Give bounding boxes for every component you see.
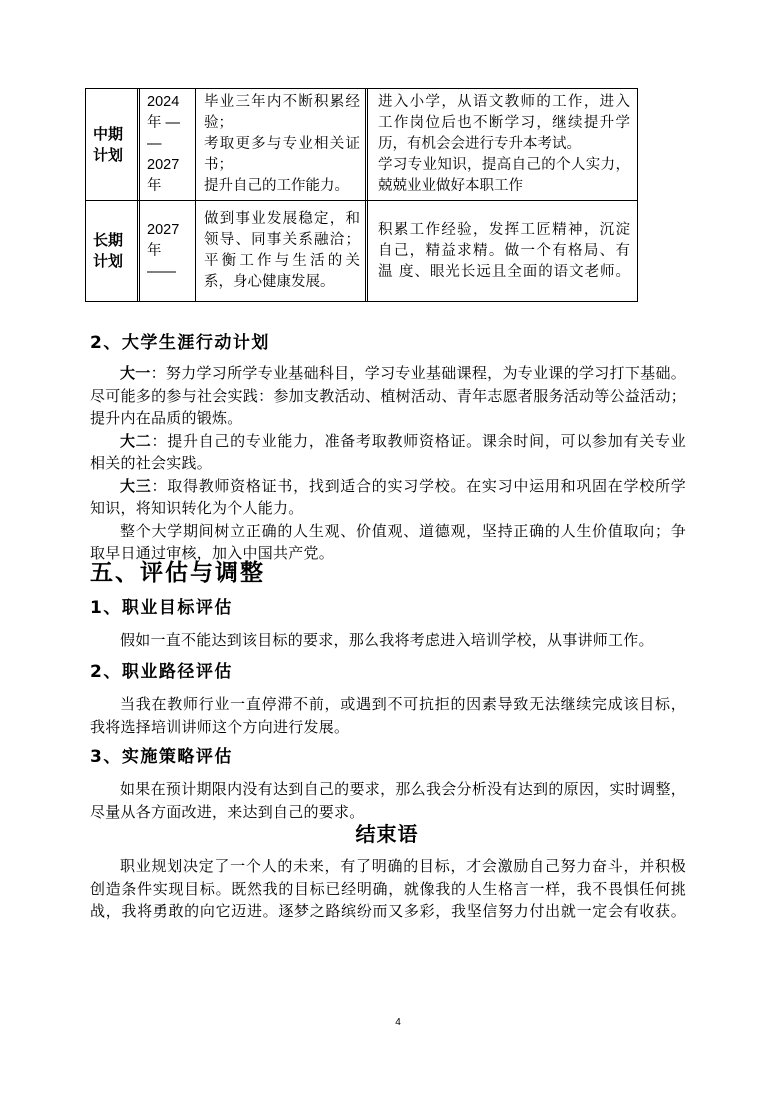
period-line: 2027 (147, 221, 180, 238)
period-line: 年 — (147, 115, 181, 131)
paragraph-line: 整个大学期间树立正确的人生观、价值观、道德观，坚持正确的人生价值取向；争 (120, 521, 686, 540)
period-cell (140, 201, 196, 301)
term-cell (86, 201, 140, 301)
period-cell (140, 89, 196, 200)
paragraph-line: 职业规划决定了一个人的未来，有了明确的目标，才会激励自己努力奋斗，并积极 (120, 857, 686, 875)
plan-row-long-term (86, 200, 637, 301)
page-number: 4 (395, 1017, 401, 1028)
goal-line: 领导、同事关系融洽； (204, 232, 360, 248)
action-line: 兢兢业业做好本职工作 (378, 178, 523, 194)
goal-line: 考取更多与专业相关证 (204, 136, 360, 152)
paragraph-line: 创造条件实现目标。既然我的目标已经明确，就像我的人生格言一样，我不畏惧任何挑 (90, 879, 686, 898)
action-line: 学习专业知识，提高自己的个人实力， (378, 157, 630, 173)
paragraph-text: ：提升自己的专业能力，准备考取教师资格证。课余时间，可以参加有关专业 (151, 431, 686, 450)
period-line: —— (147, 263, 176, 280)
paragraph-line: 知识，将知识转化为个人能力。 (90, 499, 304, 517)
action-line: 工作岗位后也不断学习，继续提升学 (378, 115, 630, 131)
subsection-heading-goal-evaluation: 1、职业目标评估 (90, 598, 233, 618)
paragraph-line: 我将选择培训讲师这个方向进行发展。 (90, 717, 350, 736)
goal-cell (196, 201, 368, 301)
action-cell (368, 201, 637, 301)
year-lead: 大一 (120, 364, 151, 382)
action-cell (368, 89, 637, 200)
year-lead: 大二 (120, 431, 152, 450)
period-line: — (147, 136, 162, 152)
goal-line: 验； (204, 115, 233, 131)
period-line: 2024 (147, 94, 180, 110)
goal-evaluation-body (90, 629, 686, 652)
paragraph-text: ：努力学习所学专业基础科目，学习专业基础课程，为专业课的学习打下基础。 (150, 364, 686, 382)
career-plan-table (85, 88, 638, 302)
year-lead: 大三 (120, 476, 152, 495)
paragraph-line (90, 475, 686, 498)
goal-line: 系，身心健康发展。 (204, 274, 335, 290)
goal-line: 做到事业发展稳定，和 (204, 211, 360, 227)
paragraph-line: 提升内在品质的锻炼。 (90, 409, 243, 427)
paragraph-line: 假如一直不能达到该目标的要求，那么我将考虑进入培训学校，从事讲师工作。 (120, 631, 654, 649)
action-plan-body (90, 362, 686, 565)
goal-cell (196, 89, 368, 200)
subsection-heading-strategy-evaluation: 3、实施策略评估 (90, 747, 233, 767)
paragraph-text: ：取得教师资格证书，找到适合的实习学校。在实习中运用和巩固在学校所学 (151, 476, 686, 495)
paragraph-line: 当我在教师行业一直停滞不前，或遇到不可抗拒的因素导致无法继续完成该目标， (120, 695, 686, 713)
paragraph-line: 尽量从各方面改进，来达到自己的要求。 (90, 802, 365, 821)
paragraph-line (90, 430, 686, 453)
term-label-line: 计划 (93, 252, 124, 270)
period-line: 年 (147, 242, 162, 259)
subsection-heading-path-evaluation: 2、职业路径评估 (90, 662, 233, 682)
term-label-line: 长期 (93, 231, 124, 249)
plan-row-mid-term (86, 89, 637, 200)
paragraph-line: 相关的社会实践。 (90, 454, 213, 472)
section-heading-action-plan: 2、大学生涯行动计划 (90, 333, 270, 353)
action-line: 自己，精益求精。做一个有格局、有 (378, 242, 630, 259)
conclusion-body (90, 855, 686, 923)
goal-line: 提升自己的工作能力。 (204, 178, 349, 194)
paragraph-line: 战，我将勇敢的向它迈进。逐梦之路缤纷而又多彩，我坚信努力付出就一定会有收获。 (90, 902, 686, 920)
chapter-heading-evaluation: 五、评估与调整 (90, 560, 265, 586)
goal-line: 平衡工作与生活的关 (204, 253, 360, 269)
conclusion-heading: 结束语 (355, 822, 419, 846)
path-evaluation-body (90, 693, 686, 738)
goal-line: 书； (204, 157, 233, 173)
action-line: 积累工作经验，发挥工匠精神，沉淀 (378, 221, 630, 238)
paragraph-line: 取早日通过审核，加入中国共产党。 (90, 544, 335, 562)
action-line: 温 度、眼光长远且全面的语文老师。 (378, 263, 630, 280)
paragraph-line (90, 362, 686, 385)
term-label-line: 计划 (93, 145, 124, 164)
goal-line: 毕业三年内不断积累经 (204, 94, 360, 110)
paragraph-line: 尽可能多的参与社会实践：参加支教活动、植树活动、青年志愿者服务活动等公益活动； (90, 386, 686, 405)
term-label-line: 中期 (93, 124, 124, 143)
action-line: 历，有机会会进行专升本考试。 (378, 136, 581, 152)
paragraph-line: 如果在预计期限内没有达到自己的要求，那么我会分析没有达到的原因，实时调整， (120, 780, 686, 798)
action-line: 进入小学，从语文教师的工作，进入 (378, 94, 630, 110)
strategy-evaluation-body (90, 778, 686, 823)
period-line: 年 (147, 178, 162, 194)
period-line: 2027 (147, 157, 180, 173)
term-cell (86, 89, 140, 200)
